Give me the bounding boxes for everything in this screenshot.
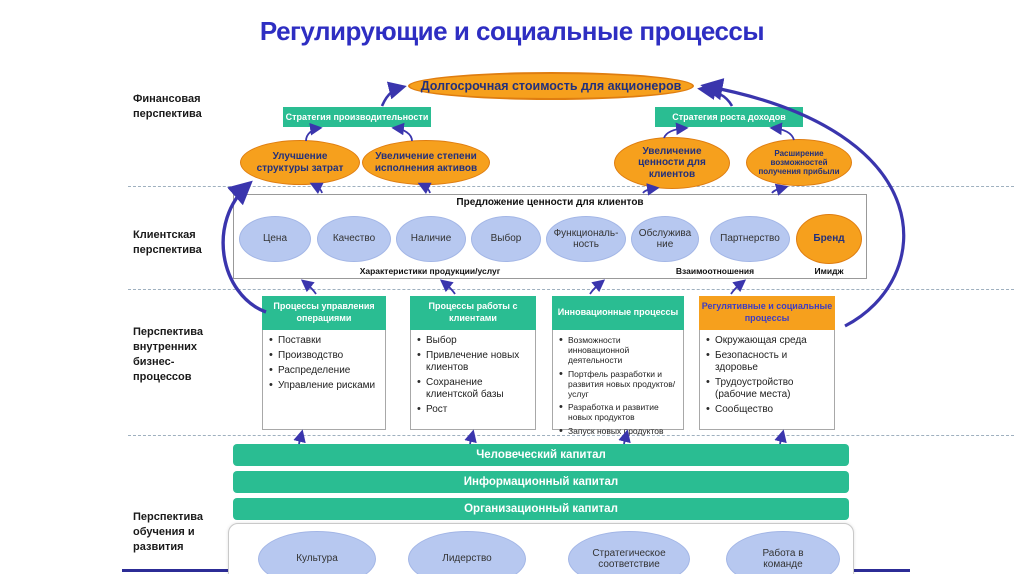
process-item: • Производство [268, 350, 382, 362]
regulatory-social-processes-header: Регулятивные и социальные процессы [699, 296, 835, 330]
arrow-strategy-right-to-top [701, 89, 732, 106]
arrow-capital-to-box4 [780, 432, 783, 444]
service-ellipse: Обслужива ние [631, 216, 699, 262]
divider-client-internal [128, 289, 1014, 290]
shareholder-value-ellipse: Долгосрочная стоимость для акционеров [408, 72, 694, 100]
arrow-capital-to-box1 [299, 432, 302, 444]
arrow-box1-to-client [303, 281, 316, 294]
process-item: • Сообщество [705, 404, 831, 416]
relationship-label: Взаимоотношения [675, 266, 755, 276]
innovation-processes-header: Инновационные процессы [552, 296, 684, 330]
arrow-client-to-value [643, 188, 657, 193]
perspective-label-learning: Перспектива обучения и развития [133, 511, 204, 553]
partnership-ellipse: Партнерство [710, 216, 790, 262]
customer-processes-body [410, 330, 536, 430]
process-item: • Поставки [268, 335, 382, 347]
image-label: Имидж [814, 266, 844, 276]
arrow-box2-to-client [442, 281, 455, 294]
productivity-strategy-box: Стратегия производительности [283, 107, 431, 127]
process-item: • Безопасность и здоровье [705, 350, 831, 374]
functionality-ellipse: Функциональ-ность [546, 216, 626, 262]
arrow-client-to-profit [772, 187, 786, 193]
strategic-alignment-ellipse: Стратегическое соответствие [568, 531, 690, 574]
process-item: • Разработка и развитие новых продуктов [558, 402, 680, 422]
arrow-capital-to-box2 [470, 432, 473, 444]
process-item: • Привлечение новых клиентов [416, 350, 532, 374]
teamwork-ellipse: Работа в команде [726, 531, 840, 574]
cost-structure-ellipse: Улучшение структуры затрат [240, 140, 360, 185]
page-title: Регулирующие и социальные процессы [259, 16, 765, 46]
innovation-processes-body [552, 330, 684, 436]
customer-value-proposition-title: Предложение ценности для клиентов [456, 197, 644, 208]
brand-ellipse: Бренд [796, 214, 862, 264]
arrow-strategy-left-to-top [382, 87, 403, 106]
perspective-label-financial: Финансовая перспектива [133, 93, 202, 120]
process-item: • Распределение [268, 365, 382, 377]
perspective-label-internal: Перспектива внутренних бизнес-процессов [133, 326, 204, 383]
regulatory-social-processes-body [699, 330, 835, 430]
process-item: • Портфель разработки и развития новых продуктов/услуг [558, 369, 680, 400]
availability-ellipse: Наличие [396, 216, 466, 262]
process-item: • Возможности инновационной деятельности [558, 335, 680, 366]
divider-financial-client [128, 186, 1014, 187]
arrow-cost-to-strategy [306, 128, 320, 141]
process-item: • Выбор [416, 335, 532, 347]
perspective-label-client: Клиентская перспектива [133, 229, 202, 256]
arrow-profit-to-strategy [772, 128, 794, 140]
culture-ellipse: Культура [258, 531, 376, 574]
process-item: • Рост [416, 404, 532, 416]
leadership-ellipse: Лидерство [408, 531, 526, 574]
selection-ellipse: Выбор [471, 216, 541, 262]
price-ellipse: Цена [239, 216, 311, 262]
customer-value-ellipse: Увеличение ценности для клиентов [614, 137, 730, 189]
arrow-assets-to-strategy [394, 128, 412, 141]
revenue-growth-strategy-box: Стратегия роста доходов [655, 107, 803, 127]
operations-management-body [262, 330, 386, 430]
asset-utilization-ellipse: Увеличение степени исполнения активов [362, 140, 490, 185]
process-item: • Сохранение клиентской базы [416, 377, 532, 401]
organizational-capital-bar: Организационный капитал [233, 498, 849, 520]
process-item: • Окружающая среда [705, 335, 831, 347]
process-item: • Управление рисками [268, 380, 382, 392]
product-attributes-label: Характеристики продукции/услуг [359, 266, 501, 276]
arrow-box4-to-client [731, 281, 744, 294]
customer-processes-header: Процессы работы с клиентами [410, 296, 536, 330]
process-item: • Трудоустройство (рабочие места) [705, 377, 831, 401]
human-capital-bar: Человеческий капитал [233, 444, 849, 466]
information-capital-bar: Информационный капитал [233, 471, 849, 493]
process-item: • Запуск новых продуктов [558, 426, 680, 436]
profit-opportunities-ellipse: Расширение возможностей получения прибыли [746, 139, 852, 186]
arrow-box3-to-client [590, 281, 603, 294]
quality-ellipse: Качество [317, 216, 391, 262]
operations-management-header: Процессы управления операциями [262, 296, 386, 330]
